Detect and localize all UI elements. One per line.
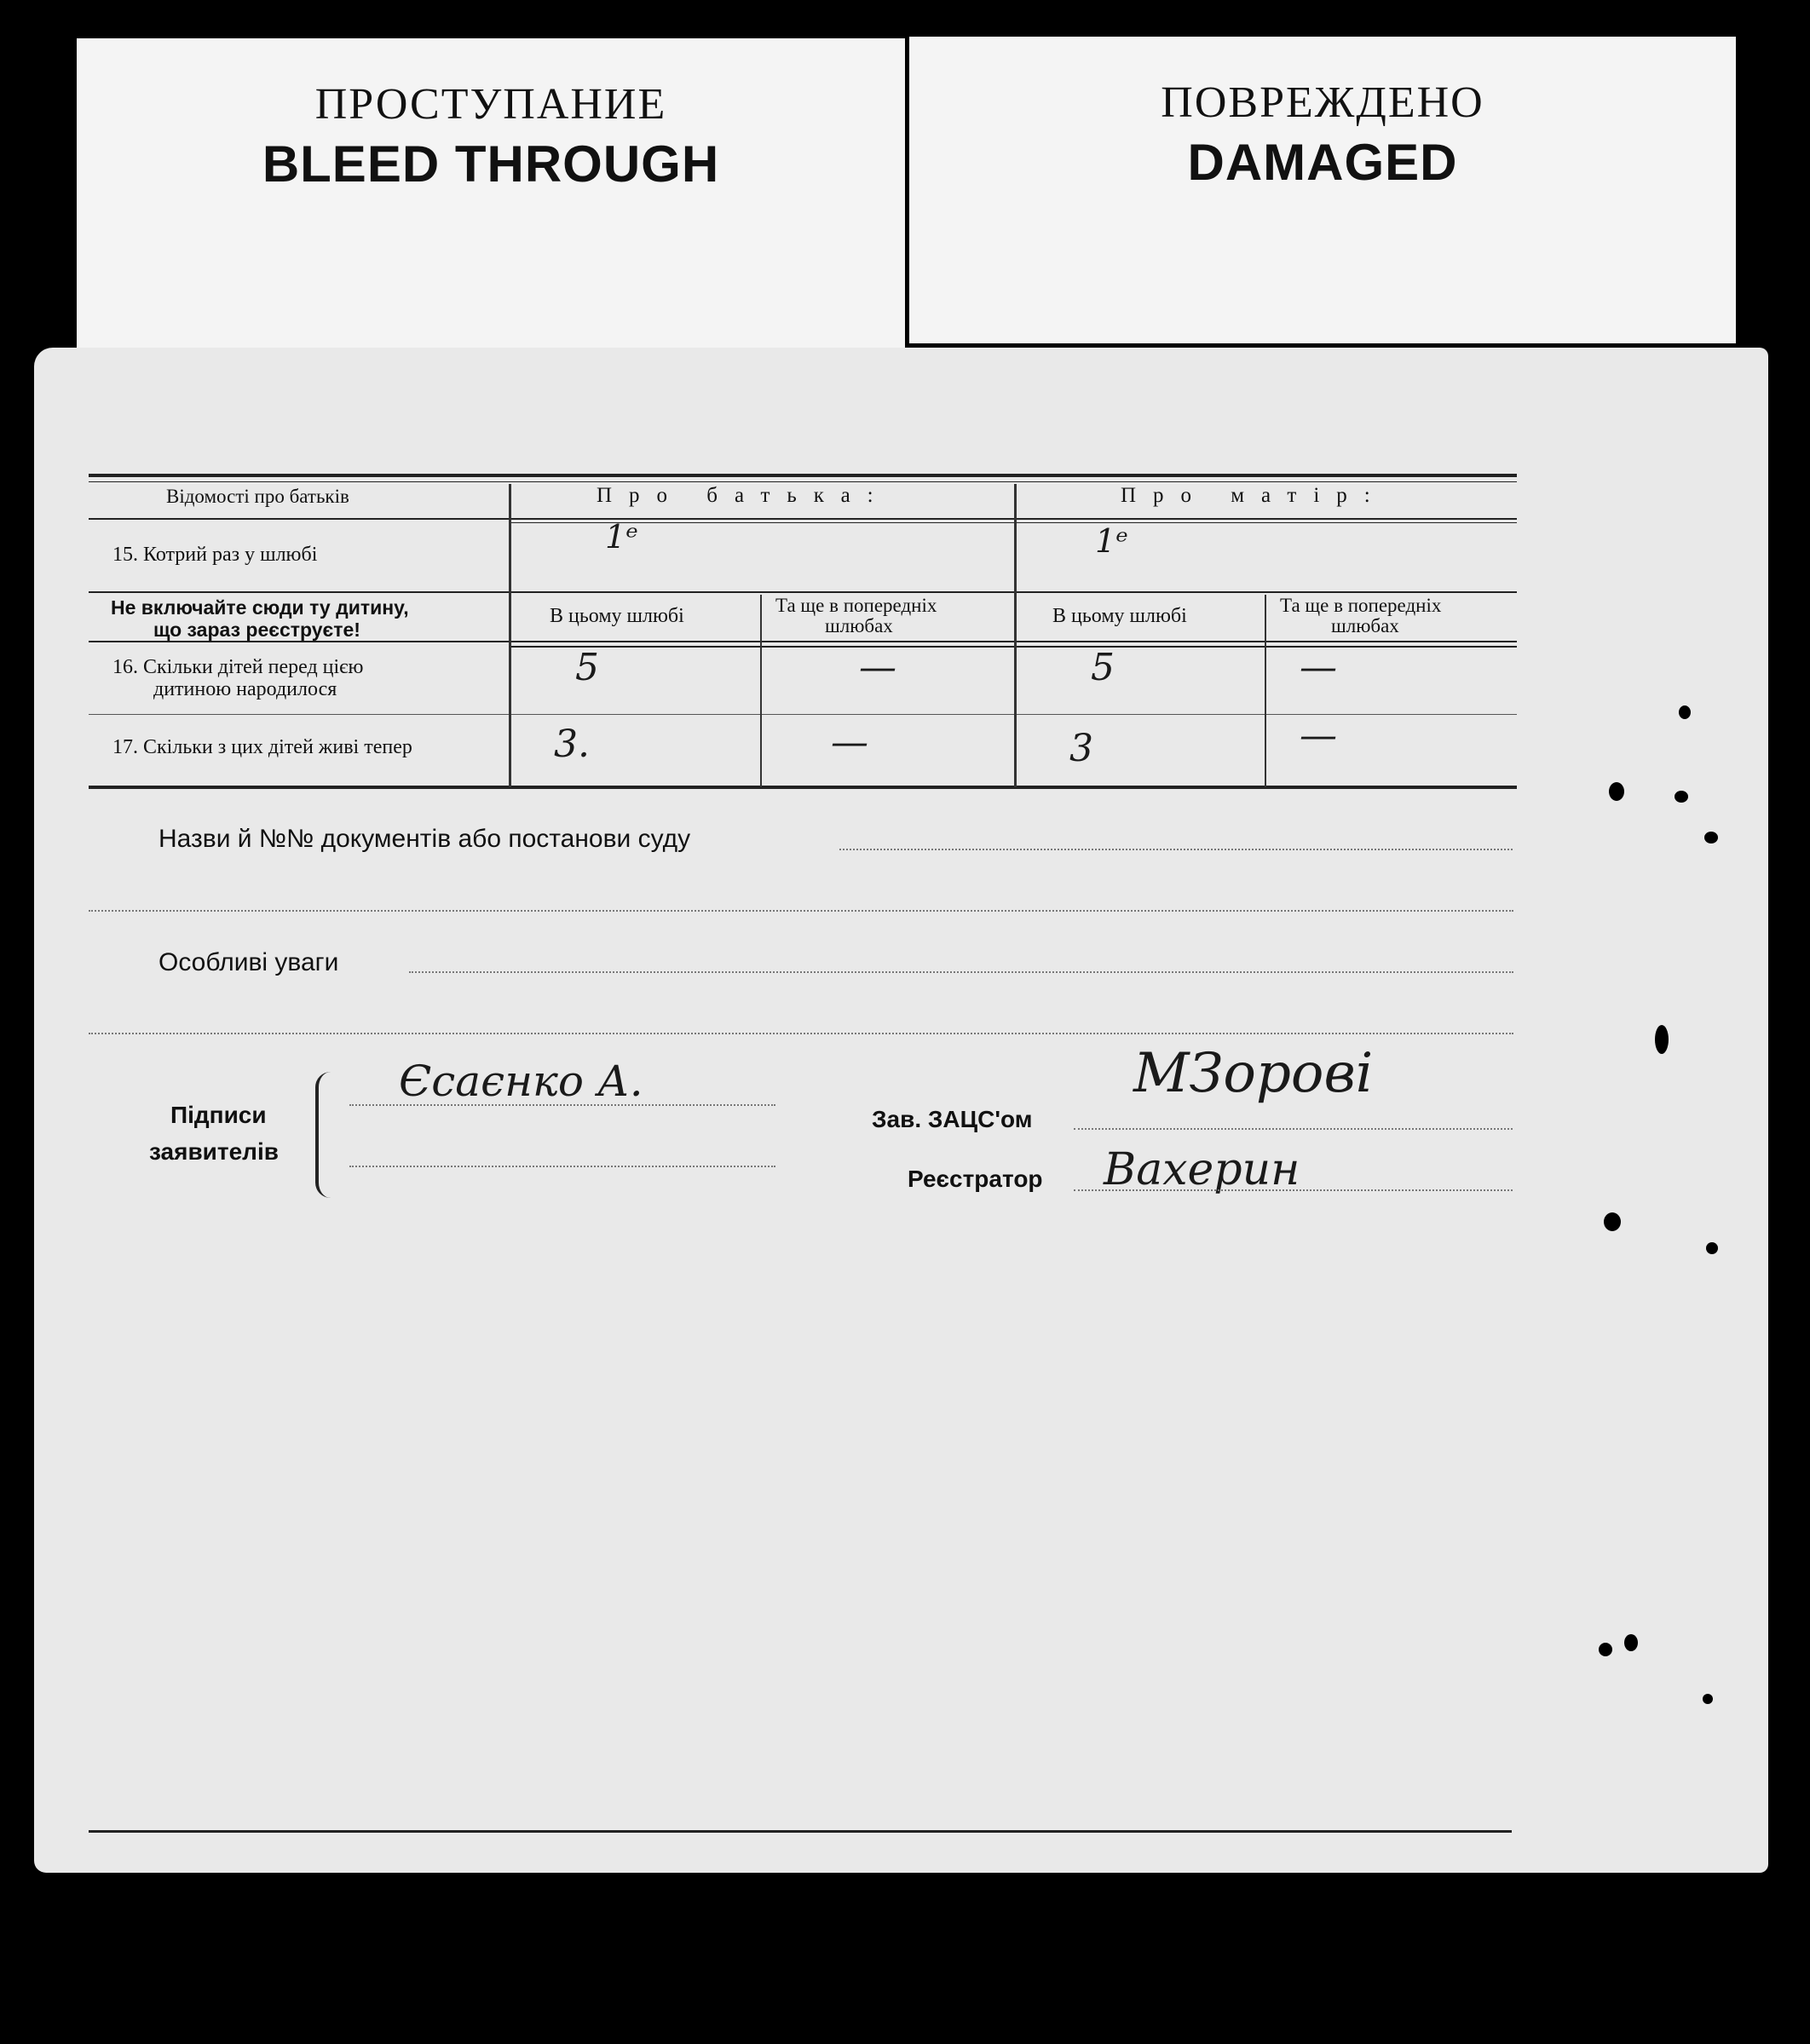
vline-father-split bbox=[760, 595, 762, 787]
vline-label bbox=[509, 484, 511, 787]
row17-mother-prev: — bbox=[1300, 714, 1337, 757]
damage-spot bbox=[1624, 1634, 1638, 1651]
damage-spot bbox=[1604, 1212, 1621, 1231]
remarks-line-1 bbox=[409, 971, 1513, 973]
row15-mother-value: 1ᵉ bbox=[1095, 522, 1128, 560]
header-section-label: Відомості про батьків bbox=[166, 486, 349, 507]
table-top-rule-thin bbox=[89, 481, 1517, 482]
applicant-signature: Єсаєнко А. bbox=[399, 1057, 643, 1106]
damaged-card bbox=[909, 37, 1736, 343]
applicant-sign-line-1 bbox=[349, 1104, 775, 1106]
applicant-sign-line-2 bbox=[349, 1166, 775, 1167]
document-page bbox=[34, 348, 1768, 1873]
row17-mother-this: 3 bbox=[1069, 727, 1093, 770]
page-bottom-rule bbox=[89, 1830, 1512, 1833]
damaged-en: DAMAGED bbox=[1187, 134, 1458, 191]
header-mother: Про матір: bbox=[1121, 484, 1387, 507]
header-father: Про батька: bbox=[597, 484, 891, 507]
bleed-through-card bbox=[77, 38, 905, 362]
row17-label: 17. Скільки з цих дітей живі тепер bbox=[112, 736, 412, 758]
row16-mother-prev: — bbox=[1300, 646, 1337, 689]
documents-line-2 bbox=[89, 910, 1513, 912]
applicants-label-line2: заявителів bbox=[149, 1138, 279, 1165]
damaged-ru: ПОВРЕЖДЕНО bbox=[1161, 78, 1484, 127]
row17-father-this: 3. bbox=[554, 723, 590, 766]
row15-label: 15. Котрий раз у шлюбі bbox=[112, 544, 318, 566]
documents-line-1 bbox=[839, 849, 1513, 850]
damage-spot bbox=[1675, 791, 1688, 803]
row15-rule bbox=[89, 591, 1517, 593]
row16-mother-this: 5 bbox=[1091, 646, 1115, 689]
damage-spot bbox=[1655, 1025, 1669, 1054]
vline-mother-split bbox=[1265, 595, 1266, 787]
damage-spot bbox=[1704, 832, 1718, 844]
father-col-prev-line1: Та ще в попередніх bbox=[775, 595, 937, 616]
note-line1: Не включайте сюди ту дитину, bbox=[111, 596, 409, 619]
row16-label-line1: 16. Скільки дітей перед цією bbox=[112, 656, 364, 678]
mother-col-prev-line2: шлюбах bbox=[1331, 615, 1399, 636]
note-line2: що зараз реєструєте! bbox=[153, 619, 360, 641]
registrar-label: Реєстратор bbox=[908, 1166, 1043, 1192]
head-sign-line bbox=[1074, 1128, 1513, 1130]
father-col-prev-line2: шлюбах bbox=[825, 615, 893, 636]
remarks-line-2 bbox=[89, 1033, 1513, 1034]
table-top-rule bbox=[89, 474, 1517, 477]
row15-father-value: 1ᵉ bbox=[605, 518, 638, 556]
documents-label: Назви й №№ документів або постанови суду bbox=[159, 825, 691, 853]
damage-spot bbox=[1599, 1643, 1612, 1656]
damage-spot bbox=[1679, 705, 1691, 719]
note-rule bbox=[89, 641, 1517, 642]
mother-col-this-marriage: В цьому шлюбі bbox=[1052, 605, 1187, 627]
registrar-signature: Вахерин bbox=[1104, 1144, 1300, 1195]
row16-label-line2: дитиною народилося bbox=[153, 678, 337, 700]
applicants-label-line1: Підписи bbox=[170, 1102, 267, 1128]
applicants-brace bbox=[315, 1072, 331, 1198]
table-bottom-rule bbox=[89, 786, 1517, 789]
father-col-this-marriage: В цьому шлюбі bbox=[550, 605, 684, 627]
vline-father-mother bbox=[1014, 484, 1017, 787]
damage-spot bbox=[1703, 1694, 1713, 1704]
mother-col-prev-line1: Та ще в попередніх bbox=[1280, 595, 1442, 616]
row16-father-prev: — bbox=[859, 646, 896, 689]
header-rule bbox=[89, 518, 1517, 520]
damage-spot bbox=[1706, 1242, 1718, 1254]
bleed-through-en: BLEED THROUGH bbox=[262, 135, 720, 193]
damage-spot bbox=[1609, 782, 1624, 801]
head-label: Зав. ЗАЦС'ом bbox=[872, 1106, 1033, 1132]
remarks-label: Особливі уваги bbox=[159, 948, 339, 976]
head-signature: МЗорові bbox=[1133, 1042, 1374, 1105]
row16-father-this: 5 bbox=[575, 646, 599, 689]
registrar-sign-line bbox=[1074, 1189, 1513, 1191]
row17-father-prev: — bbox=[831, 721, 868, 764]
bleed-through-ru: ПРОСТУПАНИЕ bbox=[314, 80, 667, 129]
